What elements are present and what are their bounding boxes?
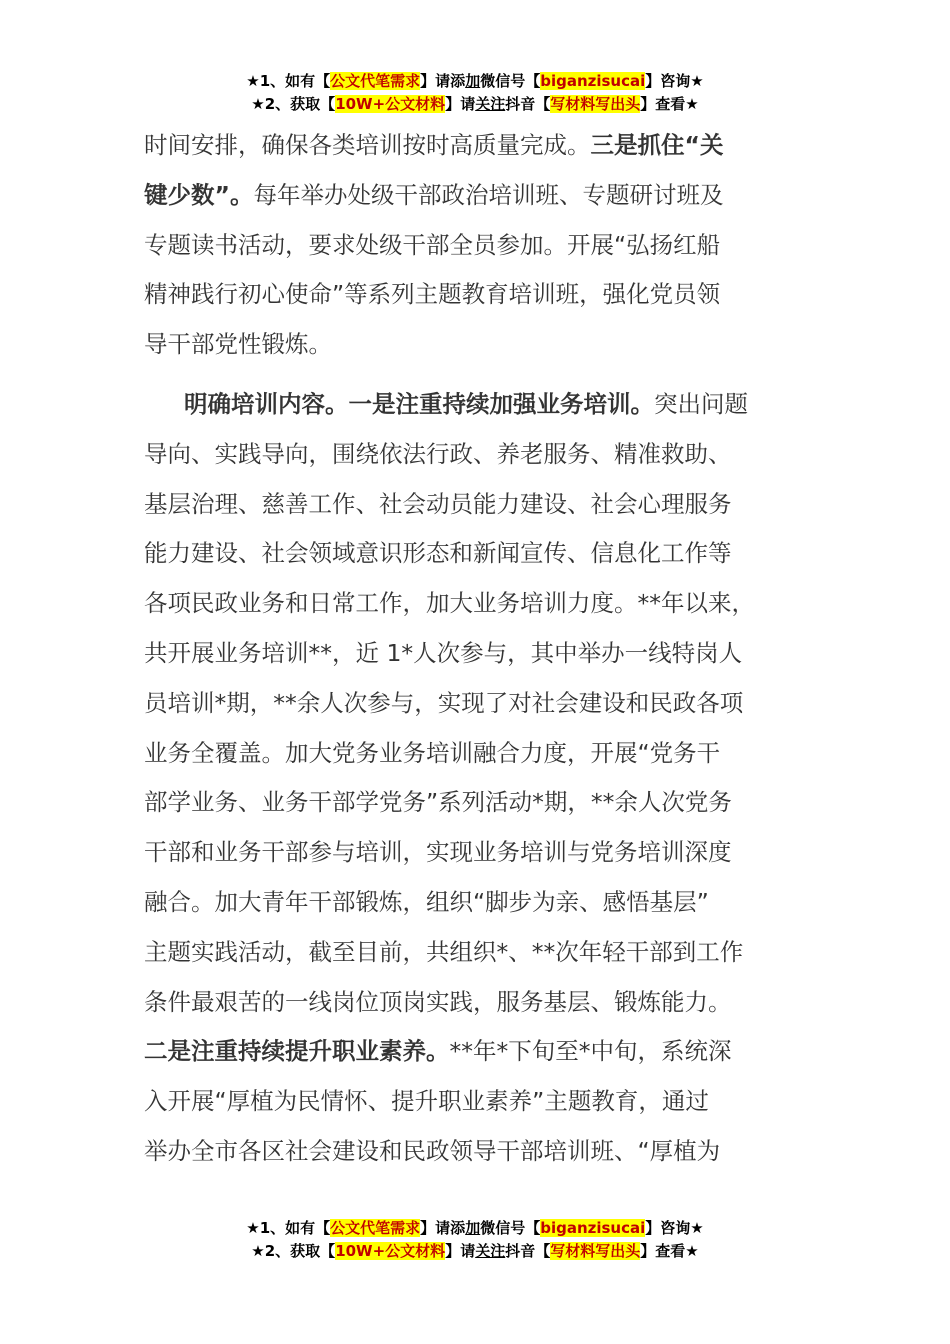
banner-highlight: 写材料写出头 bbox=[550, 95, 641, 113]
banner-text: 】咨询★ bbox=[645, 1219, 704, 1237]
banner-line-2 bbox=[0, 93, 950, 116]
bold-run: 键少数”。 bbox=[144, 180, 254, 209]
banner-highlight: 10W+公文材料 bbox=[335, 95, 446, 113]
text-line bbox=[144, 729, 844, 779]
text-run: 各项民政业务和日常工作，加大业务培训力度。**年以来， bbox=[144, 589, 755, 618]
text-line bbox=[144, 1027, 844, 1077]
text-run: 导向、实践导向，围绕依法行政、养老服务、精准救助、 bbox=[144, 439, 732, 468]
banner-text: 】请 bbox=[445, 1242, 476, 1260]
text-line bbox=[144, 1077, 844, 1127]
bold-run: 二是注重持续提升职业素养。 bbox=[144, 1037, 450, 1066]
banner-line-1 bbox=[0, 1217, 950, 1240]
header-banner bbox=[0, 70, 950, 116]
banner-underline: 加 bbox=[465, 72, 481, 90]
banner-text: 微信号【 bbox=[480, 1219, 541, 1237]
text-run: 导干部党性锻炼。 bbox=[144, 330, 332, 359]
document-body bbox=[144, 121, 844, 1177]
text-line bbox=[144, 679, 844, 729]
banner-highlight: biganzisucai bbox=[540, 1219, 646, 1237]
banner-text: 】请 bbox=[445, 95, 476, 113]
text-line bbox=[144, 270, 844, 320]
banner-text: 】咨询★ bbox=[645, 72, 704, 90]
banner-highlight: biganzisucai bbox=[540, 72, 646, 90]
banner-text: ★2、获取【 bbox=[251, 95, 336, 113]
text-run: 能力建设、社会领域意识形态和新闻宣传、信息化工作等 bbox=[144, 539, 732, 568]
text-run: 基层治理、慈善工作、社会动员能力建设、社会心理服务 bbox=[144, 489, 732, 518]
banner-text: 】请添 bbox=[420, 1219, 466, 1237]
text-run: **年*下旬至*中旬，系统深 bbox=[449, 1037, 732, 1066]
text-run: 入开展“厚植为民情怀、提升职业素养”主题教育，通过 bbox=[144, 1087, 709, 1116]
text-run: 突出问题 bbox=[654, 389, 748, 418]
banner-text: 抖音【 bbox=[505, 1242, 551, 1260]
footer-banner bbox=[0, 1217, 950, 1263]
text-line bbox=[144, 928, 844, 978]
banner-underline: 关注 bbox=[475, 1242, 506, 1260]
banner-underline: 加 bbox=[465, 1219, 481, 1237]
banner-highlight: 公文代笔需求 bbox=[330, 72, 421, 90]
banner-underline: 关注 bbox=[475, 95, 506, 113]
banner-text: ★2、获取【 bbox=[251, 1242, 336, 1260]
banner-line-2 bbox=[0, 1240, 950, 1263]
banner-text: 抖音【 bbox=[505, 95, 551, 113]
bold-run: 明确培训内容。一是注重持续加强业务培训。 bbox=[184, 389, 654, 418]
text-line bbox=[144, 320, 844, 370]
text-line bbox=[144, 221, 844, 271]
text-line bbox=[144, 529, 844, 579]
text-run: 每年举办处级干部政治培训班、专题研讨班及 bbox=[253, 180, 724, 209]
text-line bbox=[144, 121, 844, 171]
text-run: 员培训*期，**余人次参与，实现了对社会建设和民政各项 bbox=[144, 688, 744, 717]
text-line bbox=[144, 978, 844, 1028]
text-line bbox=[144, 629, 844, 679]
text-run: 业务全覆盖。加大党务业务培训融合力度，开展“党务干 bbox=[144, 738, 721, 767]
text-run: 主题实践活动，截至目前，共组织*、**次年轻干部到工作 bbox=[144, 937, 744, 966]
text-line bbox=[144, 1127, 844, 1177]
banner-highlight: 公文代笔需求 bbox=[330, 1219, 421, 1237]
text-line bbox=[144, 828, 844, 878]
banner-highlight: 写材料写出头 bbox=[550, 1242, 641, 1260]
banner-text: 微信号【 bbox=[480, 72, 541, 90]
banner-text: 】查看★ bbox=[640, 95, 699, 113]
text-run: 共开展业务培训**，近 1*人次参与，其中举办一线特岗人 bbox=[144, 638, 743, 667]
text-run: 融合。加大青年干部锻炼，组织“脚步为亲、感悟基层” bbox=[144, 887, 709, 916]
text-run: 时间安排，确保各类培训按时高质量完成。 bbox=[144, 131, 591, 159]
text-run: 干部和业务干部参与培训，实现业务培训与党务培训深度 bbox=[144, 838, 732, 867]
banner-line-1 bbox=[0, 70, 950, 93]
text-line bbox=[144, 579, 844, 629]
banner-text: ★1、如有【 bbox=[246, 72, 331, 90]
text-line bbox=[144, 430, 844, 480]
banner-highlight: 10W+公文材料 bbox=[335, 1242, 446, 1260]
bold-run: 三是抓住“关 bbox=[590, 131, 724, 159]
text-line bbox=[144, 480, 844, 530]
banner-text: ★1、如有【 bbox=[246, 1219, 331, 1237]
text-run: 条件最艰苦的一线岗位顶岗实践，服务基层、锻炼能力。 bbox=[144, 987, 732, 1016]
text-line bbox=[144, 171, 844, 221]
text-line bbox=[144, 778, 844, 828]
banner-text: 】请添 bbox=[420, 72, 466, 90]
text-run: 精神践行初心使命”等系列主题教育培训班，强化党员领 bbox=[144, 280, 721, 309]
text-run: 部学业务、业务干部学党务”系列活动*期，**余人次党务 bbox=[144, 788, 732, 817]
text-run: 专题读书活动，要求处级干部全员参加。开展“弘扬红船 bbox=[144, 230, 721, 259]
text-line bbox=[144, 878, 844, 928]
banner-text: 】查看★ bbox=[640, 1242, 699, 1260]
text-run: 举办全市各区社会建设和民政领导干部培训班、“厚植为 bbox=[144, 1136, 721, 1165]
text-line bbox=[144, 380, 844, 430]
